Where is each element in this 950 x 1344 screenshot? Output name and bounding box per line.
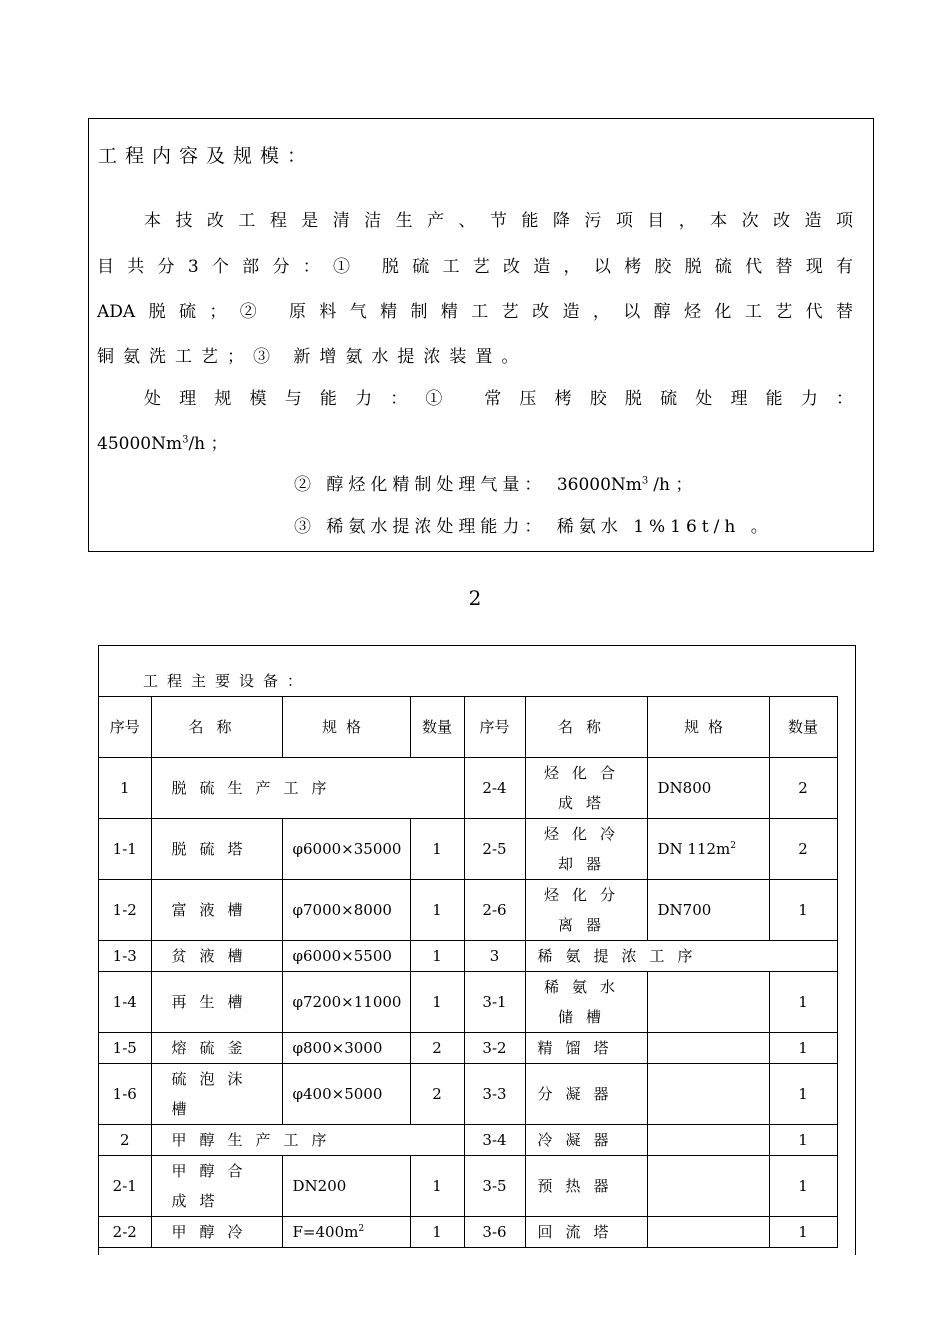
spec-text: F=400m (292, 1223, 359, 1241)
equipment-table (99, 696, 838, 1248)
row-qty: 1 (410, 1156, 464, 1217)
row-qty: 1 (410, 972, 464, 1033)
row-qty: 1 (410, 880, 464, 941)
row-qty: 1 (769, 972, 837, 1033)
capacity-unit: /h ； (188, 434, 228, 454)
row-name: 再生槽 (151, 972, 282, 1033)
row-qty: 1 (769, 1156, 837, 1217)
row-name: 烃化冷却器 (525, 819, 647, 880)
row-no: 3-2 (464, 1033, 525, 1064)
row-no: 2-6 (464, 880, 525, 941)
row-name: 脱硫塔 (151, 819, 282, 880)
row-name: 熔硫釜 (151, 1033, 282, 1064)
paragraph-line-4: 铜氨洗工艺；③ 新增氨水提浓装置。 (97, 347, 528, 367)
row-spec (647, 819, 769, 880)
row-name: 硫泡沫槽 (151, 1064, 282, 1125)
table-row (99, 880, 837, 941)
row-no: 3-6 (464, 1217, 525, 1248)
row-qty: 1 (410, 819, 464, 880)
item2-sup: 3 (641, 475, 654, 487)
capacity-sup: 3 (182, 434, 189, 446)
capacity-line: 处理规模与能力：① 常压栲胶脱硫处理能力： (144, 389, 853, 409)
row-no: 1-1 (99, 819, 151, 880)
row-no: 1-6 (99, 1064, 151, 1125)
header-seq-right: 序号 (464, 697, 525, 758)
capacity-number: 45000Nm (97, 434, 183, 454)
row-name: 甲醇生产工序 (151, 1125, 464, 1156)
item2-number: 36000Nm (556, 475, 642, 495)
row-spec (647, 1033, 769, 1064)
row-spec (647, 1064, 769, 1125)
header-seq-left: 序号 (99, 697, 151, 758)
row-no: 3-5 (464, 1156, 525, 1217)
header-qty-right: 数量 (769, 697, 837, 758)
row-no: 2-5 (464, 819, 525, 880)
row-name: 精馏塔 (525, 1033, 647, 1064)
row-no: 3-3 (464, 1064, 525, 1125)
row-spec: φ400×5000 (282, 1064, 410, 1125)
row-qty: 1 (410, 1217, 464, 1248)
row-qty: 2 (769, 819, 837, 880)
section-heading: 工程内容及规模： (98, 145, 315, 167)
row-spec (647, 972, 769, 1033)
table-row (99, 1125, 837, 1156)
row-name: 脱硫生产工序 (151, 758, 464, 819)
spec-text: DN 112m (657, 840, 731, 858)
paragraph-line-3: ADA脱硫；② 原料气精制精工艺改造，以醇烃化工艺代替 (97, 302, 853, 322)
row-name: 烃化分离器 (525, 880, 647, 941)
table-row (99, 941, 837, 972)
row-spec (647, 1125, 769, 1156)
row-name: 分凝器 (525, 1064, 647, 1125)
row-spec: DN700 (647, 880, 769, 941)
row-name: 甲醇合成塔 (151, 1156, 282, 1217)
row-name: 冷凝器 (525, 1125, 647, 1156)
paragraph-line-1: 本技改工程是清洁生产、节能降污项目，本次改造项 (144, 211, 853, 231)
row-name: 甲醇冷 (151, 1217, 282, 1248)
item2-line (294, 473, 854, 497)
row-qty: 2 (769, 758, 837, 819)
row-name: 回流塔 (525, 1217, 647, 1248)
item2-label: ② 醇烃化精制处理气量： (294, 475, 547, 495)
row-qty: 1 (769, 1033, 837, 1064)
row-no: 1-5 (99, 1033, 151, 1064)
row-no: 3 (464, 941, 525, 972)
row-qty: 1 (410, 941, 464, 972)
paragraph-line-2: 目共分3个部分：① 脱硫工艺改造，以栲胶脱硫代替现有 (97, 257, 853, 277)
row-no: 2 (99, 1125, 151, 1156)
header-spec-right: 规格 (647, 697, 769, 758)
table-row (99, 1217, 837, 1248)
row-no: 1-4 (99, 972, 151, 1033)
row-name: 预热器 (525, 1156, 647, 1217)
table-row (99, 1064, 837, 1125)
spec-sup: 2 (730, 841, 737, 851)
table-row (99, 1033, 837, 1064)
spec-sup: 2 (358, 1224, 365, 1234)
row-no: 2-2 (99, 1217, 151, 1248)
row-no: 3-4 (464, 1125, 525, 1156)
row-spec: φ7000×8000 (282, 880, 410, 941)
row-name: 富液槽 (151, 880, 282, 941)
table-row (99, 819, 837, 880)
table-row (99, 1156, 837, 1217)
equipment-box (98, 645, 856, 1255)
header-spec-left: 规格 (282, 697, 410, 758)
row-no: 2-4 (464, 758, 525, 819)
row-spec: DN800 (647, 758, 769, 819)
table-row (99, 972, 837, 1033)
table-row (99, 758, 837, 819)
row-no: 1-2 (99, 880, 151, 941)
row-spec: φ7200×11000 (282, 972, 410, 1033)
row-qty: 2 (410, 1064, 464, 1125)
item3-line: ③ 稀氨水提浓处理能力： 稀氨水 1%16t/h 。 (294, 517, 773, 537)
row-spec (282, 1217, 410, 1248)
row-no: 1-3 (99, 941, 151, 972)
page-number: 2 (468, 586, 482, 610)
row-name: 稀氨提浓工序 (525, 941, 837, 972)
row-no: 3-1 (464, 972, 525, 1033)
row-spec: φ800×3000 (282, 1033, 410, 1064)
row-qty: 1 (769, 1217, 837, 1248)
row-spec (647, 1156, 769, 1217)
row-name: 稀氨水储槽 (525, 972, 647, 1033)
item2-unit: /h ； (653, 475, 693, 495)
header-row (99, 697, 837, 758)
row-name: 贫液槽 (151, 941, 282, 972)
row-name: 烃化合成塔 (525, 758, 647, 819)
header-name-left: 名称 (151, 697, 282, 758)
capacity-value (97, 432, 853, 456)
row-spec: DN200 (282, 1156, 410, 1217)
header-name-right: 名称 (525, 697, 647, 758)
equipment-title: 工程主要设备： (143, 672, 312, 690)
row-no: 2-1 (99, 1156, 151, 1217)
row-qty: 1 (769, 1064, 837, 1125)
row-no: 1 (99, 758, 151, 819)
row-qty: 2 (410, 1033, 464, 1064)
row-spec (647, 1217, 769, 1248)
row-qty: 1 (769, 1125, 837, 1156)
row-qty: 1 (769, 880, 837, 941)
row-spec: φ6000×35000 (282, 819, 410, 880)
row-spec: φ6000×5500 (282, 941, 410, 972)
project-content-box (88, 118, 874, 552)
header-qty-left: 数量 (410, 697, 464, 758)
